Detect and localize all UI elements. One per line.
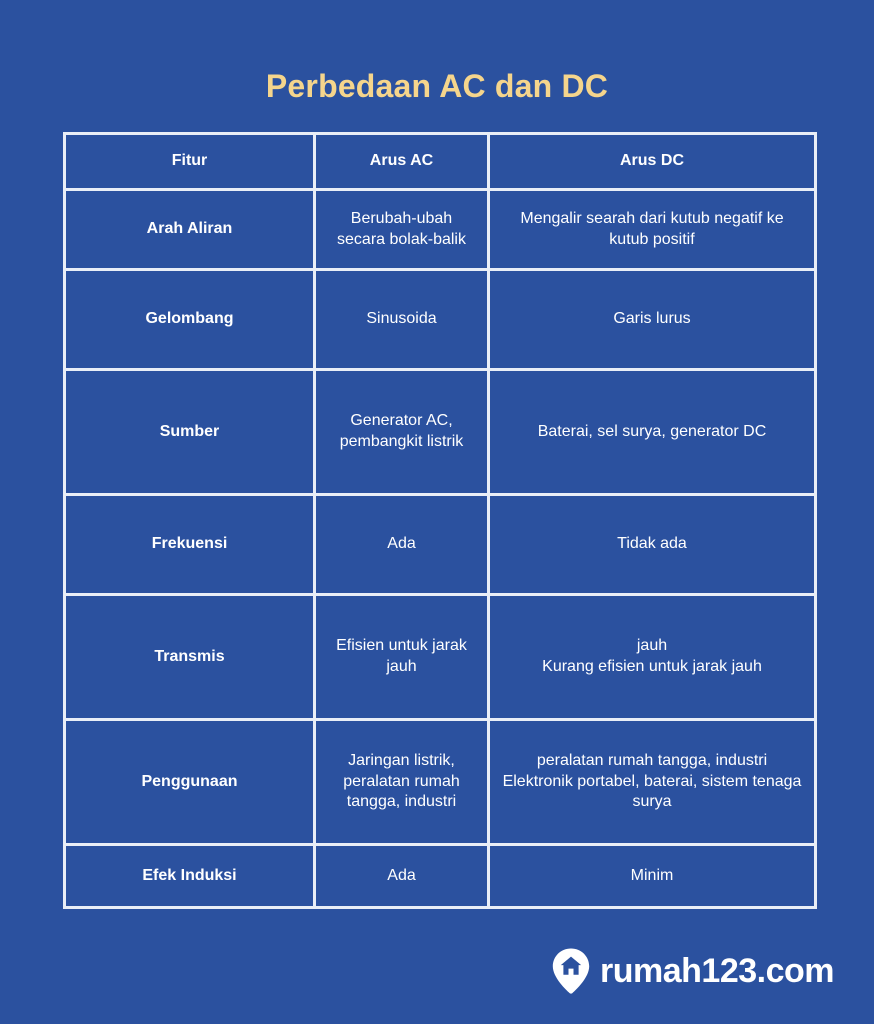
comparison-table-container: [63, 132, 811, 909]
map-pin-house-icon: [552, 948, 590, 994]
table-row: [66, 371, 814, 496]
cell-ac: Jaringan listrik, peralatan rumah tangga, industri: [316, 721, 490, 846]
column-header-fitur: Fitur: [66, 135, 316, 191]
comparison-table: [63, 132, 817, 909]
table-row: [66, 496, 814, 596]
cell-dc-line-1: peralatan rumah tangga, industri: [536, 751, 768, 769]
cell-dc: [490, 721, 814, 846]
column-header-arus-ac: Arus AC: [316, 135, 490, 191]
cell-feature: Efek Induksi: [66, 846, 316, 906]
cell-dc: Garis lurus: [490, 271, 814, 371]
table-row: [66, 191, 814, 271]
brand-name: rumah123.com: [600, 952, 834, 990]
column-header-arus-dc: Arus DC: [490, 135, 814, 191]
cell-ac: Berubah-ubah secara bolak-balik: [316, 191, 490, 271]
table-row: [66, 721, 814, 846]
table-header-row: [66, 135, 814, 191]
cell-dc: Minim: [630, 866, 674, 884]
cell-feature: Penggunaan: [66, 721, 316, 846]
cell-dc-line-1: jauh: [636, 637, 668, 655]
table-row: [66, 846, 814, 906]
cell-dc: Mengalir searah dari kutub negatif ke kutub positif: [490, 191, 814, 271]
cell-feature: Arah Aliran: [66, 191, 316, 271]
table-row: [66, 596, 814, 721]
cell-feature: Gelombang: [66, 271, 316, 371]
cell-dc: Tidak ada: [490, 496, 814, 596]
cell-ac: Generator AC, pembangkit listrik: [316, 371, 490, 496]
cell-ac: Ada: [316, 496, 490, 596]
cell-ac: Ada: [316, 846, 490, 906]
table-row: [66, 271, 814, 371]
cell-ac: Sinusoida: [316, 271, 490, 371]
cell-dc: [490, 596, 814, 721]
cell-dc-line-2: Elektronik portabel, baterai, sistem tenaga surya: [502, 772, 802, 811]
brand-logo: [552, 948, 834, 994]
cell-feature: Transmis: [66, 596, 316, 721]
cell-feature: Frekuensi: [66, 496, 316, 596]
cell-ac: Efisien untuk jarak jauh: [316, 596, 490, 721]
cell-dc: Baterai, sel surya, generator DC: [490, 371, 814, 496]
cell-dc-line-2: Kurang efisien untuk jarak jauh: [542, 658, 762, 675]
cell-feature: Sumber: [66, 371, 316, 496]
page-title: Perbedaan AC dan DC: [265, 68, 609, 104]
